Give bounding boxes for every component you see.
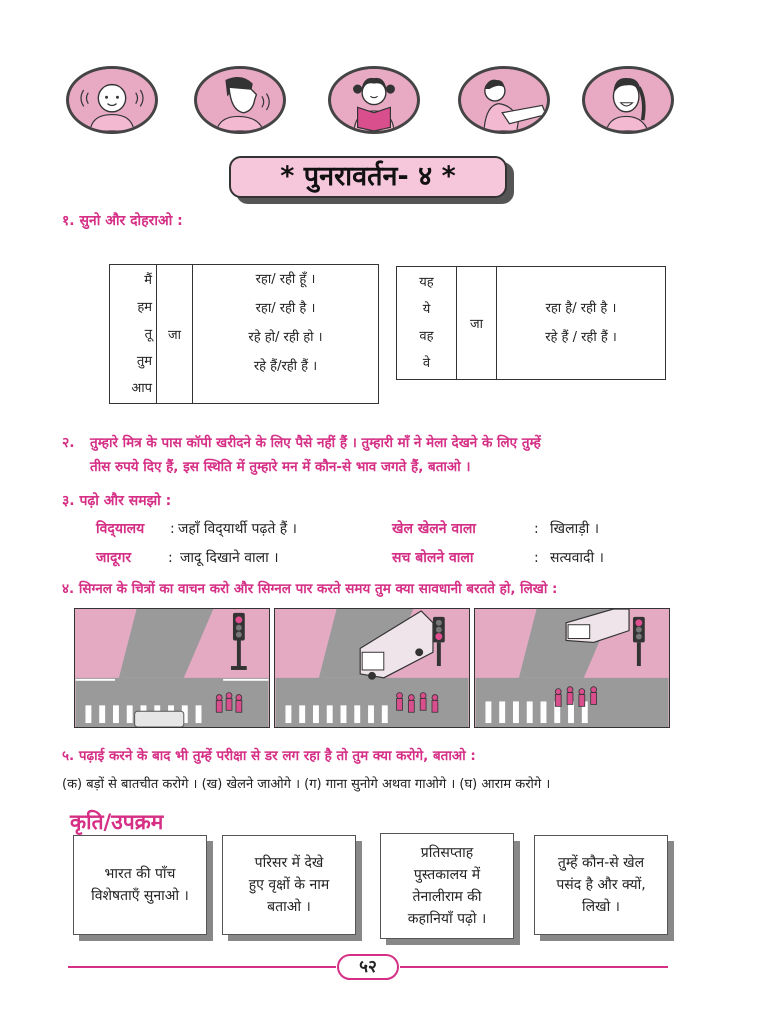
conjugation-table-left bbox=[109, 264, 379, 404]
card-line: प्रतिसप्ताह bbox=[420, 845, 474, 861]
section-3-label: ३. पढ़ो और समझो : bbox=[62, 493, 172, 509]
pronoun: ये bbox=[422, 302, 431, 317]
pronoun-column bbox=[110, 265, 157, 404]
verb-cell: जा bbox=[157, 265, 193, 404]
pronoun: वह bbox=[419, 329, 434, 344]
meaning: खिलाड़ी । bbox=[550, 521, 600, 537]
verb-cell: जा bbox=[457, 267, 497, 380]
term: जादूगर bbox=[96, 550, 132, 566]
girl-smiling-illustration bbox=[582, 66, 674, 134]
illustration-row bbox=[66, 66, 670, 138]
card-line: तुम्हें कौन-से खेल bbox=[557, 855, 645, 871]
pronoun-column bbox=[397, 267, 457, 380]
section-4-label: ४. सिग्नल के चित्रों का वाचन करो और सिग्नल पार करते समय तुम क्या सावधानी बरतते हो, लिखो : bbox=[62, 581, 558, 597]
girl-writing-illustration bbox=[458, 66, 550, 134]
pronoun: वे bbox=[422, 356, 431, 371]
card-line: लिखो । bbox=[582, 899, 620, 915]
pronoun: यह bbox=[419, 275, 434, 290]
card-line: परिसर में देखे bbox=[254, 855, 324, 871]
footer-rule-left bbox=[68, 966, 336, 968]
section-1-label: १. सुनो और दोहराओ : bbox=[62, 213, 183, 229]
card-line: भारत की पाँच bbox=[104, 866, 176, 882]
meaning: जादू दिखाने वाला । bbox=[180, 550, 279, 566]
term: खेल खेलने वाला bbox=[392, 521, 476, 537]
activities-heading: कृति/उपक्रम bbox=[70, 810, 164, 834]
card-line: बताओ । bbox=[267, 899, 311, 915]
activity-card-2 bbox=[222, 835, 356, 935]
term: सच बोलने वाला bbox=[392, 550, 474, 566]
card-line: विशेषताएँ सुनाओ । bbox=[91, 888, 189, 904]
footer-rule-right bbox=[400, 966, 668, 968]
girl-reading-illustration bbox=[328, 66, 420, 134]
separator: : bbox=[534, 550, 539, 566]
card-line: तेनालीराम की bbox=[412, 889, 482, 905]
activity-card-3 bbox=[380, 833, 514, 939]
card-line: हुए वृक्षों के नाम bbox=[248, 877, 330, 893]
ending-column bbox=[193, 265, 379, 404]
page-number: ५२ bbox=[337, 954, 399, 980]
ending: रहे हैं/रही हैं । bbox=[253, 359, 318, 374]
ending-column bbox=[497, 267, 666, 380]
separator: : bbox=[534, 521, 539, 537]
card-line: कहानियाँ पढ़ो । bbox=[407, 911, 487, 927]
ending: रहे हैं / रही हैं । bbox=[545, 330, 617, 345]
pronoun: हम bbox=[137, 299, 152, 315]
card-line: पुस्तकालय में bbox=[413, 867, 481, 883]
activity-card-4 bbox=[534, 835, 668, 935]
activity-card-1 bbox=[73, 835, 207, 935]
pronoun: तुम bbox=[136, 353, 152, 369]
conjugation-table-right bbox=[396, 266, 666, 380]
boy-listening-illustration bbox=[66, 66, 158, 134]
section-2-number: २. bbox=[62, 435, 75, 451]
card-line: पसंद है और क्यों, bbox=[556, 877, 646, 893]
man-speaking-illustration bbox=[194, 66, 286, 134]
ending: रहा/ रही हूँ । bbox=[255, 272, 316, 287]
signal-scene-1 bbox=[74, 608, 270, 728]
signal-scene-3 bbox=[474, 608, 670, 728]
section-5-label: ५. पढ़ाई करने के बाद भी तुम्हें परीक्षा से डर लग रहा है तो तुम क्या करोगे, बताओ : bbox=[62, 748, 476, 764]
pronoun: आप bbox=[131, 380, 152, 396]
meaning: सत्यवादी । bbox=[550, 550, 604, 566]
section-2-line-2: तीस रुपये दिए हैं, इस स्थिति में तुम्हारे मन में कौन-से भाव जगते हैं, बताओ । bbox=[90, 459, 471, 475]
pronoun: मैं bbox=[144, 272, 152, 288]
separator: : bbox=[170, 521, 175, 537]
ending: रहे हो/ रही हो । bbox=[248, 330, 323, 345]
meaning: जहाँ विद्‌यार्थी पढ़ते हैं । bbox=[178, 521, 297, 537]
section-5-options: (क) बड़ों से बातचीत करोगे । (ख) खेलने जाओगे । (ग) गाना सुनोगे अथवा गाओगे । (घ) आराम करोगे । bbox=[62, 777, 551, 792]
ending: रहा है/ रही है । bbox=[545, 301, 617, 316]
term: विद्‌यालय bbox=[96, 521, 145, 537]
signal-scene-2 bbox=[274, 608, 470, 728]
ending: रहा/ रही है । bbox=[255, 301, 316, 316]
section-2-line-1: तुम्हारे मित्र के पास कॉपी खरीदने के लिए पैसे नहीं हैं । तुम्हारी माँ ने मेला देखने के लिए तुम्हें bbox=[90, 435, 541, 451]
pronoun: तू bbox=[144, 326, 152, 342]
page-title: * पुनरावर्तन- ४ * bbox=[229, 156, 507, 198]
separator: : bbox=[168, 550, 173, 566]
